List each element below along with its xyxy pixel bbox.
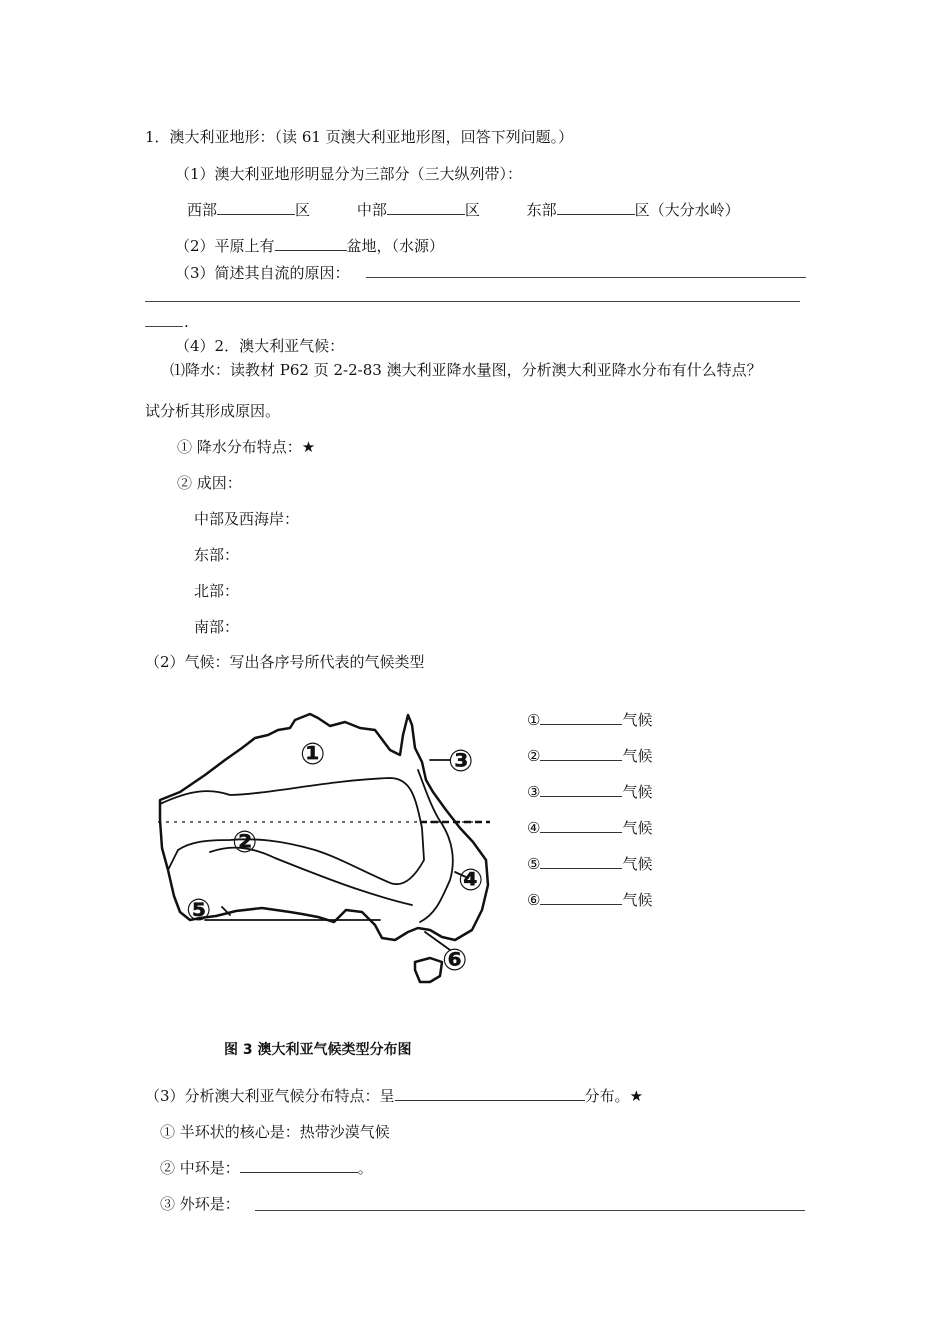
- answer-suffix-6: 气候: [622, 891, 653, 909]
- rain-feature-label: ① 降水分布特点：: [177, 438, 302, 456]
- answer-num-3: ③: [527, 783, 541, 801]
- answer-blank-1[interactable]: [540, 710, 622, 725]
- middle-label: 中部: [356, 201, 387, 219]
- rain-question: ⑴降水：读教材 P62 页 2-2-83 澳大利亚降水量图，分析澳大利亚降水分布有什么特点？: [170, 361, 762, 379]
- terrain-zones: [187, 200, 740, 220]
- east-label: 东部: [526, 201, 557, 219]
- star-icon: ★: [629, 1087, 644, 1105]
- answer-item-5: [527, 854, 652, 874]
- middle-suffix: 区: [464, 201, 480, 219]
- answer-num-5: ⑤: [527, 855, 541, 873]
- middle-ring-label: ② 中环是：: [160, 1159, 240, 1177]
- answer-line-1[interactable]: [366, 277, 806, 278]
- answer-suffix-5: 气候: [622, 855, 653, 873]
- answer-item-1: [527, 710, 652, 730]
- basin-blank[interactable]: [275, 236, 347, 251]
- q3-title-a: （3）分析澳大利亚气候分布特点：呈: [145, 1087, 395, 1105]
- australia-climate-map: [150, 700, 500, 985]
- part2-text-b: 盆地，（水源）: [346, 237, 445, 255]
- answer-item-6: [527, 890, 652, 910]
- middle-blank[interactable]: [387, 200, 465, 215]
- q2-part4: （4）2．澳大利亚气候：: [175, 337, 345, 355]
- star-icon: ★: [301, 438, 316, 456]
- q3-title: [145, 1086, 643, 1106]
- answer-item-2: [527, 746, 652, 766]
- answer-line-2[interactable]: [145, 301, 800, 302]
- cause-central-west: 中部及西海岸：: [194, 510, 300, 528]
- east-suffix: 区（大分水岭）: [634, 201, 740, 219]
- climate-question: （2）气候：写出各序号所代表的气候类型: [145, 653, 425, 671]
- map-label-2: ②: [232, 825, 258, 860]
- cause-north: 北部：: [194, 582, 240, 600]
- answer-suffix-3: 气候: [622, 783, 653, 801]
- outer-ring-line[interactable]: [255, 1210, 805, 1211]
- answer-blank-6[interactable]: [540, 890, 622, 905]
- q3-title-b: 分布。: [584, 1087, 630, 1105]
- map-label-5: ⑤: [186, 893, 212, 928]
- answer-line-3[interactable]: [145, 326, 183, 327]
- rain-cause: ② 成因：: [177, 474, 242, 492]
- middle-ring-end: 。: [357, 1159, 373, 1177]
- west-blank[interactable]: [217, 200, 295, 215]
- answer-blank-3[interactable]: [540, 782, 622, 797]
- map-label-1: ①: [300, 737, 326, 772]
- answer-num-2: ②: [527, 747, 541, 765]
- answer-item-4: [527, 818, 652, 838]
- outer-ring: ③ 外环是：: [160, 1195, 240, 1213]
- pattern-blank[interactable]: [395, 1086, 585, 1101]
- answer-item-3: [527, 782, 652, 802]
- answer-suffix-2: 气候: [622, 747, 653, 765]
- answer-blank-5[interactable]: [540, 854, 622, 869]
- east-blank[interactable]: [557, 200, 635, 215]
- q1-title: 1．澳大利亚地形：（读 61 页澳大利亚地形图，回答下列问题。）: [145, 128, 574, 146]
- q1-part1: （1）澳大利亚地形明显分为三部分（三大纵列带）：: [175, 165, 523, 183]
- map-label-4: ④: [458, 863, 484, 898]
- core-ring: ① 半环状的核心是：热带沙漠气候: [160, 1123, 390, 1141]
- answer-num-6: ⑥: [527, 891, 541, 909]
- west-label: 西部: [187, 201, 218, 219]
- cause-south: 南部：: [194, 618, 240, 636]
- answer-end-period: .: [184, 313, 189, 331]
- map-label-3: ③: [448, 744, 474, 779]
- answer-num-1: ①: [527, 711, 541, 729]
- rain-question-2: 试分析其形成原因。: [145, 402, 281, 420]
- middle-ring-blank[interactable]: [240, 1158, 358, 1173]
- map-label-6: ⑥: [442, 943, 468, 978]
- q1-part2: [175, 236, 444, 256]
- middle-ring: [160, 1158, 373, 1178]
- part2-text-a: （2）平原上有: [175, 237, 275, 255]
- answer-blank-2[interactable]: [540, 746, 622, 761]
- west-suffix: 区: [295, 201, 311, 219]
- answer-num-4: ④: [527, 819, 541, 837]
- q1-part3: （3）简述其自流的原因：: [175, 264, 350, 282]
- answer-suffix-4: 气候: [622, 819, 653, 837]
- tasmania: [415, 958, 442, 982]
- answer-suffix-1: 气候: [622, 711, 653, 729]
- cause-east: 东部：: [194, 546, 240, 564]
- rain-feature: [177, 437, 315, 457]
- answer-blank-4[interactable]: [540, 818, 622, 833]
- tropical-boundary: [160, 778, 424, 884]
- map-caption: 图 3 澳大利亚气候类型分布图: [224, 1042, 412, 1058]
